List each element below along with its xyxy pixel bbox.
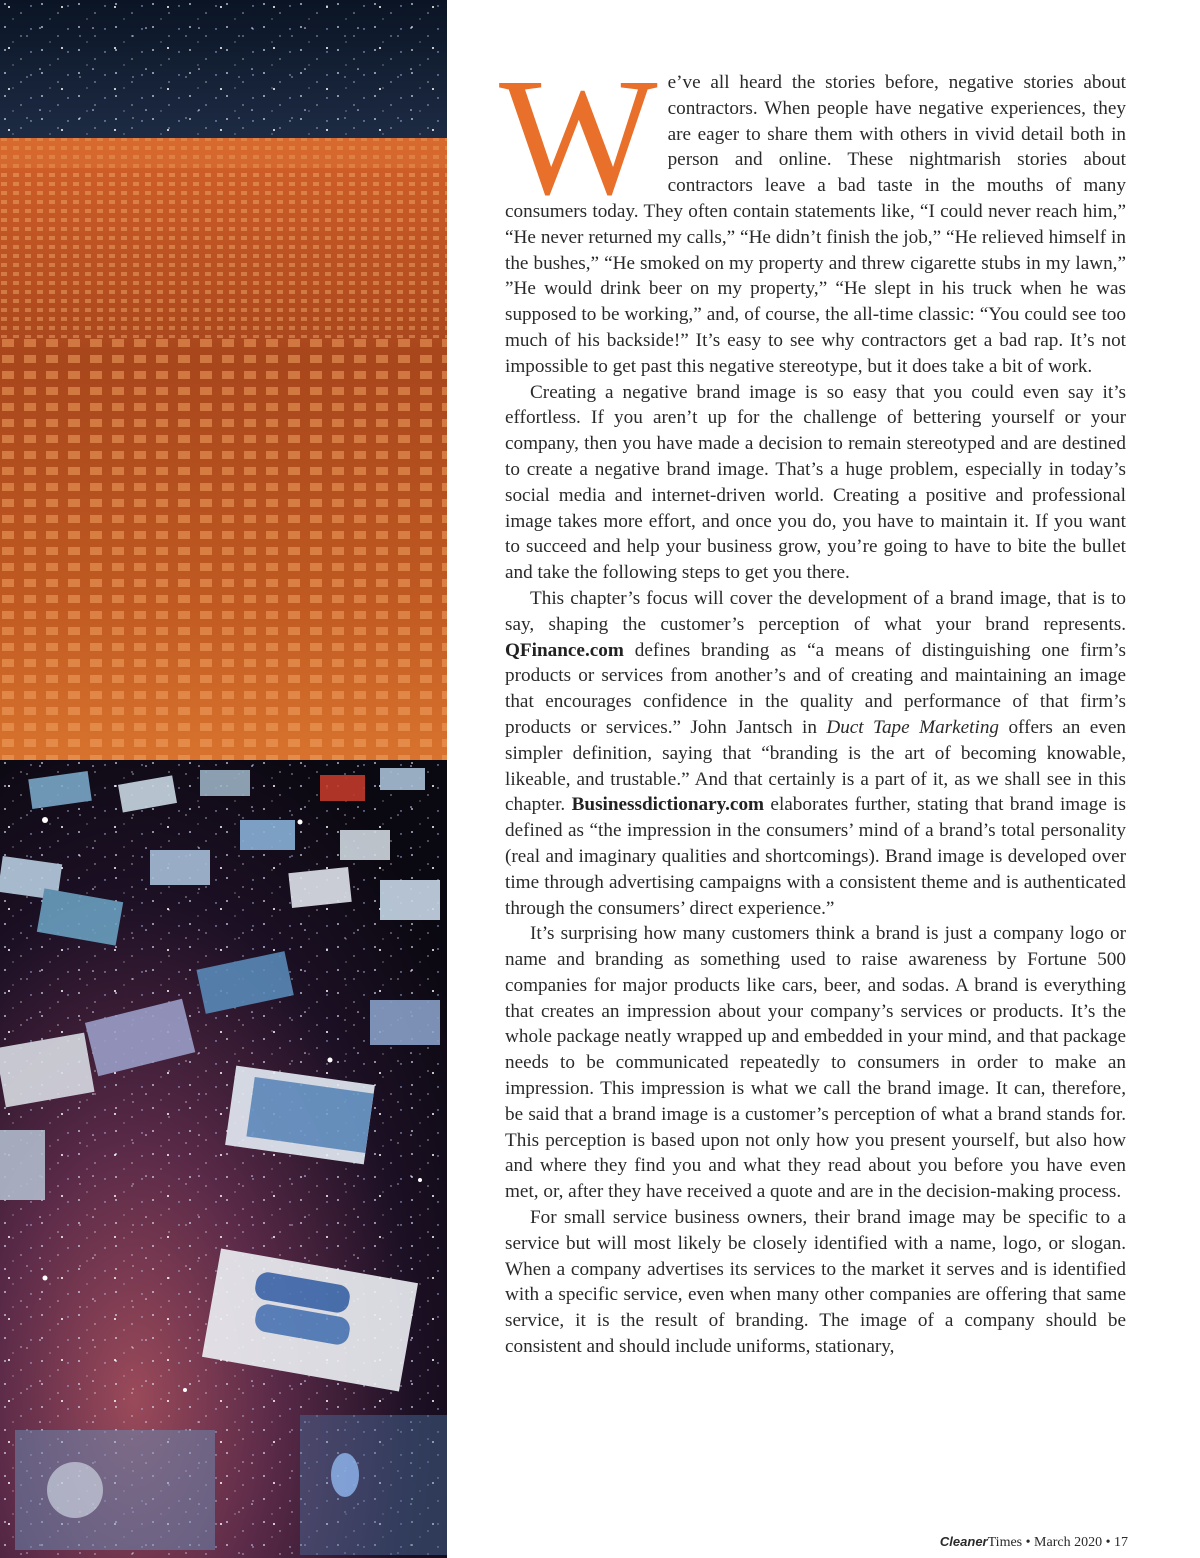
paragraph-definition-text-d: elaborates further, stating that brand image is defined as “the impression in the consumers’ mind of a brand’s total personality (real and imaginary qualities and shortcomings). Brand image is developed over time through advertising campaigns with a consistent theme and is authenticated through the consumers’ direct experience.” [505,794,1127,919]
magazine-brand-rest: Times [987,1535,1023,1550]
paragraph-definition-text-a: This chapter’s focus will cover the development of a brand image, that is to say, shaping the customer’s perception of what your brand represents. [505,587,1126,635]
article-body [499,44,1127,1360]
footer-separator: • [1025,1535,1031,1550]
page-number: 17 [1114,1535,1128,1550]
paragraph-definition-text-b: defines branding as “a means of distinguishing one firm’s products or services from another’s and of creating and maintaining an image that encourages confidence in the quality and performance of that firm’s products or services.” John Jantsch in [505,639,1126,738]
drop-cap: W [499,44,658,230]
paragraph-small-business: For small service business owners, their brand image may be specific to a service but will most likely be closely identified with a name, logo, or slogan. When a company advertises its services to the market it serves and is identified with a specific service, even when many other companies are offering that same service, it is the result of branding. The image of a company should be consistent and should include uniforms, stationary, [505,1207,1126,1358]
paragraph-definition [505,586,1126,921]
qfinance-reference: QFinance.com [505,639,624,661]
issue-date: March 2020 [1034,1535,1103,1550]
paragraph-intro [499,44,1126,380]
book-title: Duct Tape Marketing [826,716,1000,738]
paragraph-negative-brand: Creating a negative brand image is so easy that you could even say it’s effortless. If you aren’t up for the challenge of bettering yourself or your company, then you have made a decision to remain stereotyped and are destined to create a negative brand image. That’s a huge problem, especially in today’s social media and internet-driven world. Creating a positive and professional image takes more effort, and once you do, you have to maintain it. If you want to succeed and help your business grow, you’re going to have to bite the bullet and take the following steps to get you there. [505,381,1126,584]
page-footer [940,1534,1128,1551]
paragraph-definition-text-c: offers an even simpler definition, saying that “branding is the art of becoming knowable, likeable, and trustable.” And that certainly is a part of it, as we shall see in this chapter. [505,716,1126,816]
digital-space-illustration [0,0,447,1558]
magazine-brand: Cleaner [939,1534,988,1549]
decorative-photo-collage [0,0,447,1558]
paragraph-brand-impression: It’s surprising how many customers think a brand is just a company logo or name and branding as something used to raise awareness by Fortune 500 companies for major products like cars, beer, and sodas. A brand is everything that creates an impression about your company’s services or products. It’s the whole package neatly wrapped up and embedded in your mind, and that package needs to be communicated repeatedly to consumers in order to make an impression. This impression is what we call the brand image. It can, therefore, be said that a brand image is a customer’s perception of what a brand stands for. This perception is based upon not only how you present yourself, but also how and where they find you and what they read about you before you have even met, or, after they have received a quote and are in the decision-making process. [505,923,1126,1203]
businessdictionary-reference: Businessdictionary.com [571,794,765,816]
footer-separator: • [1105,1535,1111,1550]
paragraph-intro-text: e’ve all heard the stories before, negative stories about contractors. When people have negative experiences, they are eager to share them with others in vivid detail both in person and online. These nightmarish stories about contractors leave a bad taste in the mouths of many consumers today. They often contain statements like, “I could never reach him,” “He never returned my calls,” “He didn’t finish the job,” “He relieved himself in the bushes,” “He smoked on my property and threw cigarette stubs in my lawn,” ”He would drink beer on my property,” “He slept in his truck when he was supposed to be working,” and, of course, the all-time classic: “You could see too much of his backside!” It’s easy to see why contractors get a bad rap. It’s not impossible to get past this negative stereotype, but it does take a bit of work. [505,72,1126,377]
